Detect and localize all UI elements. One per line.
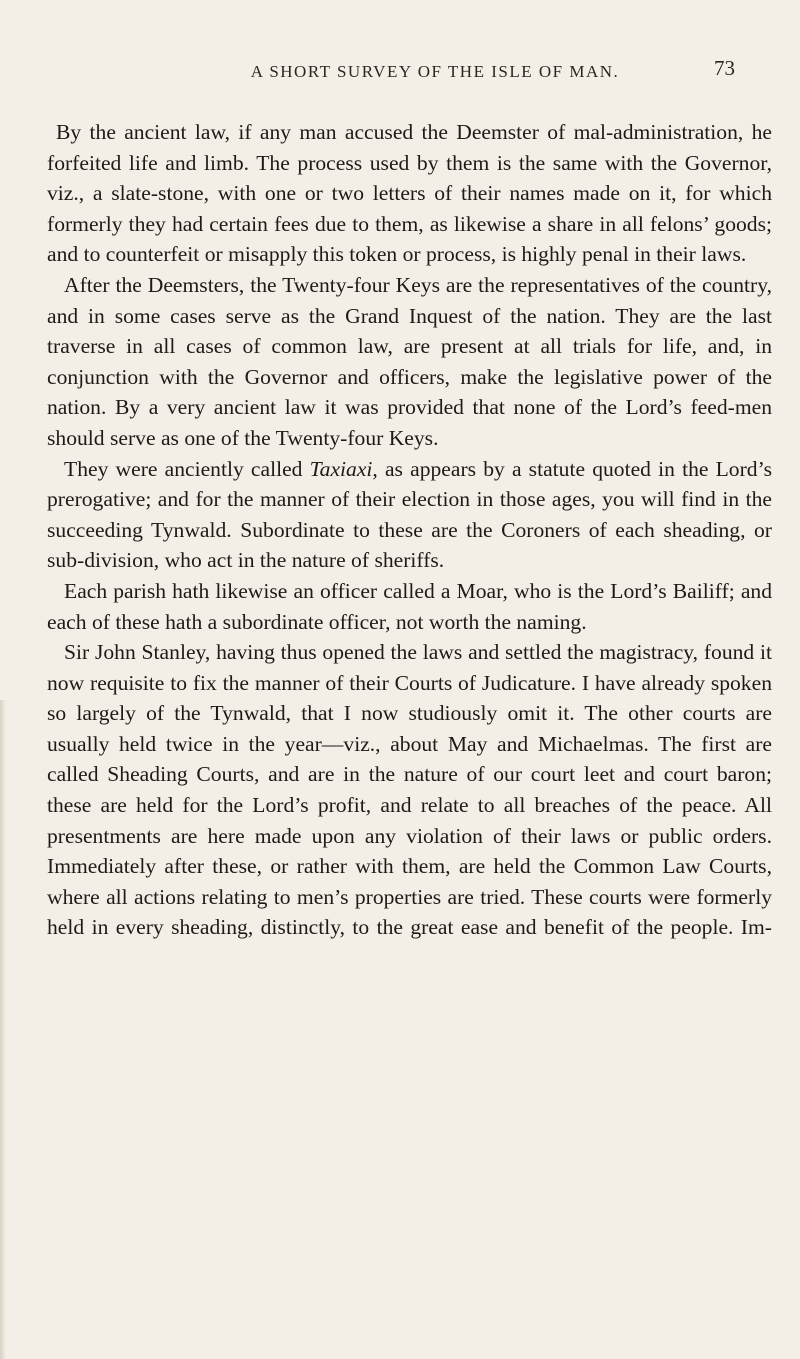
page-header: [0, 56, 800, 92]
body-text: [47, 117, 772, 943]
italic-term-taxiaxi: Taxiaxi: [309, 456, 373, 481]
page-edge-shadow: [0, 700, 6, 1359]
paragraph-twenty-four-keys: After the Deemsters, the Twenty-four Keys are the representatives of the country, and in some cases serve as the Grand Inquest of the nation. They are the last traverse in all cases of common law, are present at all trials for life, and, in conjunction with the Governor and officers, make the legislative power of the nation. By a very ancient law it was provided that none of the Lord’s feed-men should serve as one of the Twenty-four Keys.: [47, 272, 772, 450]
paragraph-deemster-law: By the ancient law, if any man accused the Deemster of mal-administration, he forfeited life and limb. The process used by them is the same with the Governor, viz., a slate-stone, with one or two letters of their names made on it, for which formerly they had certain fees due to them, as likewise a share in all felons’ goods; and to counterfeit or misapply this token or process, is highly penal in their laws.: [47, 120, 772, 267]
running-title: A SHORT SURVEY OF THE ISLE OF MAN.: [250, 62, 620, 81]
page-number: 73: [714, 56, 735, 80]
paragraph-courts: Sir John Stanley, having thus opened the laws and settled the magistracy, found it now requisite to fix the manner of their Courts of Judicature. I have already spoken so largely of the Tynwald, that I now studiously omit it. The other courts are usually held twice in the year—viz., about May and Michaelmas. The first are called Sheading Courts, and are in the nature of our court leet and court baron; these are held for the Lord’s profit, and relate to all breaches of the peace. All presentments are here made upon any violation of their laws or public orders. Immediately after these, or rather with them, are held the Common Law Courts, where all actions relating to men’s properties are tried. These courts were formerly held in every sheading, distinctly, to the great ease and benefit of the people. Im-: [47, 640, 772, 940]
paragraph-moar: Each parish hath likewise an officer called a Moar, who is the Lord’s Bailiff; and each of these hath a subordinate officer, not worth the naming.: [47, 578, 772, 634]
paragraph-taxiaxi-rest: , as appears by a statute quoted in the Lord’s prerogative; and for the manner of their election in those ages, you will find in the succeeding Tynwald. Subordinate to these are the Coroners of each sheading, or sub-division, who act in the nature of sheriffs.: [47, 456, 772, 573]
paragraph-taxiaxi-start: They were anciently called: [64, 456, 310, 481]
paragraph-taxiaxi: [47, 454, 772, 576]
